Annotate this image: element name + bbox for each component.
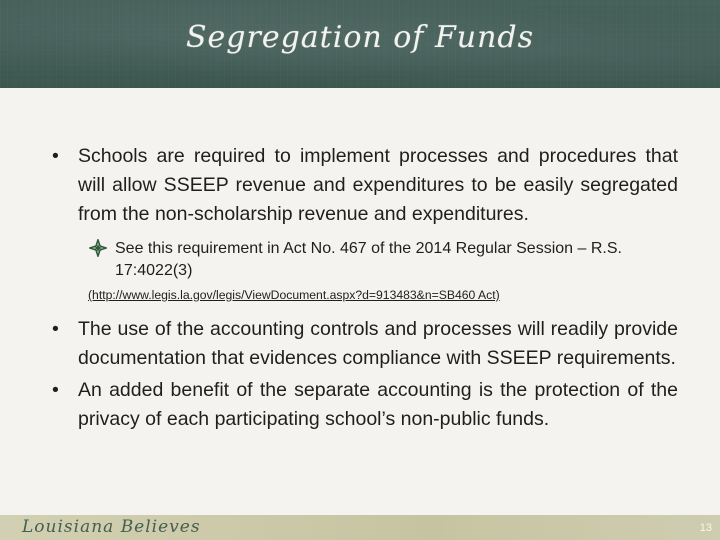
bullet-item-2 xyxy=(52,315,678,373)
bullet-text-1: Schools are required to implement processes and procedures that will allow SSEEP revenue and expenditures to be easily segregated from the non-scholarship revenue and expenditures. xyxy=(78,145,678,225)
slide-content xyxy=(52,142,678,434)
bullet-item-1 xyxy=(52,142,678,229)
act-document-link[interactable]: (http://www.legis.la.gov/legis/ViewDocument.aspx?d=913483&n=SB460 Act) xyxy=(88,288,500,302)
bullet-text-3: An added benefit of the separate accounting is the protection of the privacy of each participating school’s non-public funds. xyxy=(78,379,678,430)
page-number: 13 xyxy=(699,522,712,534)
bullet-marker: • xyxy=(52,379,59,401)
bullet-marker: • xyxy=(52,318,59,340)
slide-title: Segregation of Funds xyxy=(185,20,535,55)
sub-bullet-text: See this requirement in Act No. 467 of the 2014 Regular Session – R.S. 17:4022(3) xyxy=(115,240,622,279)
bullet-text-2: The use of the accounting controls and processes will readily provide documentation that evidences compliance with SSEEP requirements. xyxy=(78,318,678,369)
bullet-marker: • xyxy=(52,145,59,167)
diamond-bullet-icon xyxy=(89,239,107,257)
bullet-item-3 xyxy=(52,376,678,434)
footer-brand: Louisiana Believes xyxy=(22,517,201,537)
chalkboard-header xyxy=(0,0,720,88)
sub-bullet-item xyxy=(89,238,678,282)
